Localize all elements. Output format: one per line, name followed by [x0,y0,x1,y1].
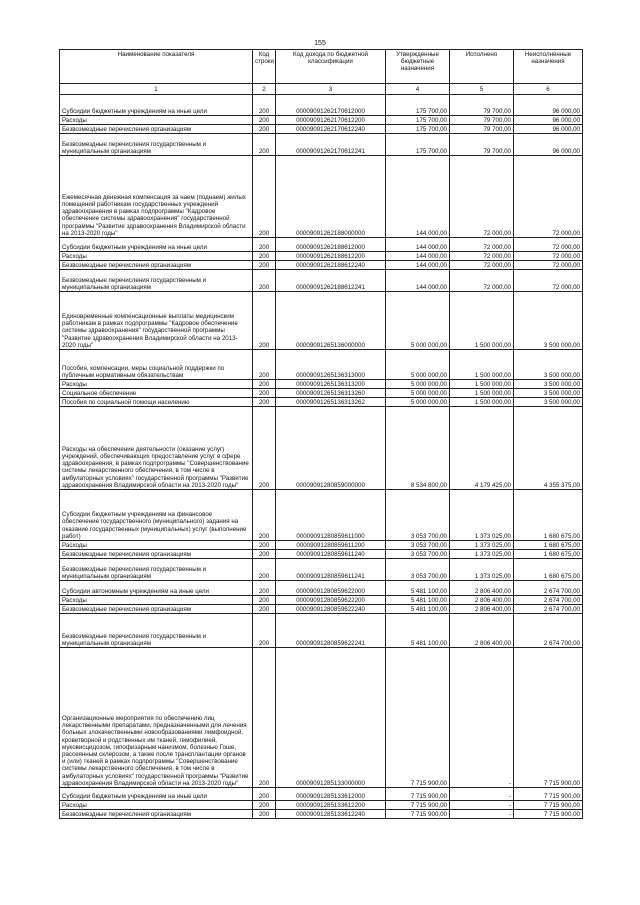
cell-unexecuted: 3 500 000,00 [514,350,583,380]
cell-kbk: 00009091280859622200 [276,596,386,605]
cell-unexecuted: 72 000,00 [514,156,583,238]
cell-approved: 3 053 700,00 [386,541,450,550]
cell-approved: 3 053 700,00 [386,490,450,541]
cell-unexecuted: 1 680 675,00 [514,490,583,541]
cell-unexecuted: 7 715 900,00 [514,648,583,788]
cell-unexecuted: 1 680 675,00 [514,541,583,550]
cell-executed: 79 700,00 [450,95,514,116]
cell-name: Расходы [60,380,253,389]
cell-kbk: 00009091262188612200 [276,252,386,261]
header-approved: Утвержденные бюджетные назначения [386,50,450,84]
cell-name: Расходы [60,116,253,125]
table-row [60,550,583,559]
table-row [60,398,583,407]
column-number-row [60,84,583,95]
cell-approved: 7 715 900,00 [386,788,450,801]
table-row [60,270,583,292]
cell-code: 200 [253,490,276,541]
table-row [60,350,583,380]
table-row [60,614,583,648]
table-row [60,605,583,614]
cell-code: 200 [253,788,276,801]
cell-kbk: 00009091262170612200 [276,116,386,125]
cell-code: 200 [253,252,276,261]
cell-name: Безвозмездные перечисления государственным и муниципальным организациям [60,134,253,156]
cell-executed: 1 373 025,00 [450,550,514,559]
cell-unexecuted: 3 500 000,00 [514,380,583,389]
cell-code: 200 [253,648,276,788]
cell-unexecuted: 96 000,00 [514,125,583,134]
column-number: 4 [386,84,450,95]
cell-executed: 1 500 000,00 [450,350,514,380]
cell-name: Безвозмездные перечисления государственным и муниципальным организациям [60,614,253,648]
cell-executed: 72 000,00 [450,252,514,261]
cell-name: Безвозмездные перечисления организациям [60,605,253,614]
cell-kbk: 00009091262188612240 [276,261,386,270]
cell-name: Субсидии бюджетным учреждениям на иные цели [60,788,253,801]
cell-approved: 5 000 000,00 [386,389,450,398]
cell-unexecuted: 3 500 000,00 [514,389,583,398]
cell-code: 200 [253,238,276,252]
cell-executed: 1 373 025,00 [450,541,514,550]
cell-executed: 72 000,00 [450,270,514,292]
cell-code: 200 [253,380,276,389]
cell-kbk: 00009091285133612240 [276,810,386,819]
column-number: 2 [253,84,276,95]
table-row [60,261,583,270]
cell-approved: 5 481 100,00 [386,605,450,614]
cell-approved: 3 053 700,00 [386,559,450,581]
table-row [60,292,583,350]
cell-approved: 7 715 900,00 [386,810,450,819]
cell-approved: 144 000,00 [386,261,450,270]
table-row [60,389,583,398]
cell-kbk: 00009091280859611200 [276,541,386,550]
cell-code: 200 [253,116,276,125]
cell-kbk: 00009091265136000000 [276,292,386,350]
table-row [60,252,583,261]
cell-unexecuted: 7 715 900,00 [514,801,583,810]
page-number: 155 [314,40,326,47]
cell-executed: - [450,801,514,810]
cell-approved: 175 700,00 [386,95,450,116]
cell-code: 200 [253,95,276,116]
cell-name: Безвозмездные перечисления государственным и муниципальным организациям [60,270,253,292]
cell-name: Безвозмездные перечисления организациям [60,550,253,559]
cell-kbk: 00009091280859622000 [276,581,386,596]
table-row [60,95,583,116]
cell-executed: 1 373 025,00 [450,559,514,581]
table-row [60,596,583,605]
cell-approved: 5 000 000,00 [386,350,450,380]
table-row [60,407,583,490]
cell-code: 200 [253,389,276,398]
cell-name: Безвозмездные перечисления государственным и муниципальным организациям [60,559,253,581]
cell-approved: 7 715 900,00 [386,801,450,810]
cell-approved: 175 700,00 [386,134,450,156]
cell-kbk: 00009091262170612000 [276,95,386,116]
cell-unexecuted: 3 500 000,00 [514,398,583,407]
cell-kbk: 00009091265136313260 [276,389,386,398]
table-row [60,380,583,389]
cell-unexecuted: 2 674 700,00 [514,614,583,648]
cell-name: Пособия, компенсации, меры социальной поддержки по публичным нормативным обязательствам [60,350,253,380]
cell-unexecuted: 3 500 000,00 [514,292,583,350]
header-name: Наименование показателя [60,50,253,84]
cell-executed: 1 500 000,00 [450,380,514,389]
cell-unexecuted: 96 000,00 [514,95,583,116]
cell-code: 200 [253,398,276,407]
cell-code: 200 [253,261,276,270]
cell-executed: 79 700,00 [450,116,514,125]
cell-executed: 72 000,00 [450,156,514,238]
cell-name: Расходы [60,541,253,550]
cell-approved: 175 700,00 [386,125,450,134]
table-row [60,490,583,541]
cell-executed: 1 500 000,00 [450,292,514,350]
cell-kbk: 00009091280859622240 [276,605,386,614]
cell-executed: 1 500 000,00 [450,389,514,398]
cell-kbk: 00009091265136313200 [276,380,386,389]
cell-executed: 2 806 400,00 [450,581,514,596]
cell-unexecuted: 2 674 700,00 [514,605,583,614]
cell-approved: 3 053 700,00 [386,550,450,559]
cell-name: Безвозмездные перечисления организациям [60,125,253,134]
header-unexecuted: Неисполненные назначения [514,50,583,84]
cell-kbk: 00009091280859611000 [276,490,386,541]
budget-execution-table [59,49,583,819]
cell-name: Единовременные компенсационные выплаты медицинским работникам в рамках подпрограммы "Кадровое обеспечение системы здравоохранения" государственной программы "Развитие здравоохранения Владимирской области на 2013-2020 годы" [60,292,253,350]
cell-kbk: 00009091265136313262 [276,398,386,407]
cell-unexecuted: 72 000,00 [514,238,583,252]
cell-unexecuted: 7 715 900,00 [514,810,583,819]
cell-code: 200 [253,292,276,350]
cell-unexecuted: 96 000,00 [514,116,583,125]
cell-name: Расходы на обеспечение деятельности (оказание услуг) учреждений, обеспечивающих предоставление услуг в сфере здравоохранения, в рамках подпрограммы "Совершенствование системы лекарственного обеспечения, в том числе в амбулаторных условиях" государственной программы "Развитие здравоохранения Владимирской области на 2013-2020 годы" [60,407,253,490]
table-row [60,788,583,801]
table-row [60,801,583,810]
table-row [60,156,583,238]
cell-kbk: 00009091285133000000 [276,648,386,788]
cell-kbk: 00009091280859611240 [276,550,386,559]
cell-kbk: 00009091262188612000 [276,238,386,252]
cell-name: Субсидии автономным учреждениям на иные цели [60,581,253,596]
cell-kbk: 00009091285133612200 [276,801,386,810]
cell-unexecuted: 96 000,00 [514,134,583,156]
table-row [60,116,583,125]
table-row [60,125,583,134]
cell-kbk: 00009091262170612241 [276,134,386,156]
table-row [60,541,583,550]
cell-unexecuted: 7 715 900,00 [514,788,583,801]
cell-approved: 175 700,00 [386,116,450,125]
header-income-code: Код дохода по бюджетной классификации [276,50,386,84]
cell-approved: 144 000,00 [386,238,450,252]
cell-approved: 5 000 000,00 [386,292,450,350]
cell-code: 200 [253,125,276,134]
cell-kbk: 00009091265136313000 [276,350,386,380]
column-number: 6 [514,84,583,95]
cell-name: Социальное обеспечение [60,389,253,398]
cell-unexecuted: 72 000,00 [514,261,583,270]
header-code: Код строки [253,50,276,84]
table-row [60,134,583,156]
cell-name: Ежемесячная денежная компенсация за наем (поднаем) жилых помещений работникам государственных учреждений здравоохранения в рамках подпрограммы "Кадровое обеспечение системы здравоохранения" государственной программы "Развитие здравоохранения Владимирской области на 2013-2020 годы" [60,156,253,238]
cell-code: 200 [253,596,276,605]
cell-executed: - [450,648,514,788]
cell-executed: 72 000,00 [450,261,514,270]
cell-approved: 8 534 800,00 [386,407,450,490]
cell-unexecuted: 4 355 375,00 [514,407,583,490]
cell-code: 200 [253,581,276,596]
column-number: 1 [60,84,253,95]
cell-unexecuted: 1 680 675,00 [514,550,583,559]
cell-code: 200 [253,614,276,648]
cell-kbk: 00009091280859622241 [276,614,386,648]
cell-kbk: 00009091285133612000 [276,788,386,801]
table-row [60,648,583,788]
cell-approved: 144 000,00 [386,156,450,238]
cell-executed: 4 179 425,00 [450,407,514,490]
cell-kbk: 00009091262188000000 [276,156,386,238]
cell-approved: 5 481 100,00 [386,596,450,605]
cell-name: Безвозмездные перечисления организациям [60,810,253,819]
table-row [60,238,583,252]
cell-approved: 144 000,00 [386,270,450,292]
cell-approved: 5 000 000,00 [386,398,450,407]
cell-code: 200 [253,810,276,819]
cell-approved: 5 000 000,00 [386,380,450,389]
cell-code: 200 [253,550,276,559]
cell-kbk: 00009091262170612240 [276,125,386,134]
cell-name: Субсидии бюджетным учреждениям на иные цели [60,95,253,116]
table-row [60,559,583,581]
cell-code: 200 [253,801,276,810]
cell-kbk: 00009091262188612241 [276,270,386,292]
header-row [60,50,583,84]
cell-unexecuted: 72 000,00 [514,252,583,261]
cell-name: Расходы [60,252,253,261]
cell-kbk: 00009091280859611241 [276,559,386,581]
cell-approved: 144 000,00 [386,252,450,261]
cell-executed: 2 806 400,00 [450,614,514,648]
cell-executed: 79 700,00 [450,134,514,156]
table-row [60,810,583,819]
cell-code: 200 [253,605,276,614]
cell-name: Пособия по социальной помощи населению [60,398,253,407]
cell-approved: 5 481 100,00 [386,581,450,596]
cell-executed: 72 000,00 [450,238,514,252]
cell-name: Субсидии бюджетным учреждениям на иные цели [60,238,253,252]
cell-code: 200 [253,270,276,292]
cell-unexecuted: 72 000,00 [514,270,583,292]
cell-kbk: 00009091280859000000 [276,407,386,490]
cell-code: 200 [253,134,276,156]
cell-name: Безвозмездные перечисления организациям [60,261,253,270]
cell-code: 200 [253,407,276,490]
table-row [60,581,583,596]
header-executed: Исполнено [450,50,514,84]
cell-code: 200 [253,559,276,581]
cell-name: Расходы [60,596,253,605]
cell-executed: 79 700,00 [450,125,514,134]
cell-executed: - [450,810,514,819]
cell-approved: 7 715 900,00 [386,648,450,788]
cell-unexecuted: 1 680 675,00 [514,559,583,581]
cell-name: Организационные мероприятия по обеспечению лиц лекарственными препаратами, предназначенными для лечения больных злокачественными новообразованиями лимфоидной, кроветворной и родственных им тканей, гемофилией, муковисцидозом, гипофизарным нанизмом, болезнью Гоше, рассеянным склерозом, а также после трансплантации органов и (или) тканей в рамках подпрограммы "Совершенствование системы лекарственного обеспечения, в том числе в амбулаторных условиях" государственной программы "Развитие здравоохранения Владимирской области на 2013-2020 годы" [60,648,253,788]
cell-unexecuted: 2 674 700,00 [514,596,583,605]
cell-approved: 5 481 100,00 [386,614,450,648]
column-number: 5 [450,84,514,95]
cell-executed: 1 500 000,00 [450,398,514,407]
cell-code: 200 [253,350,276,380]
column-number: 3 [276,84,386,95]
cell-code: 200 [253,541,276,550]
cell-name: Расходы [60,801,253,810]
cell-executed: - [450,788,514,801]
cell-name: Субсидии бюджетным учреждениям на финансовое обеспечение государственного (муниципального) задания на оказание государственных (муниципальных) услуг (выполнение работ) [60,490,253,541]
cell-executed: 2 806 400,00 [450,605,514,614]
cell-unexecuted: 2 674 700,00 [514,581,583,596]
cell-executed: 2 806 400,00 [450,596,514,605]
cell-executed: 1 373 025,00 [450,490,514,541]
cell-code: 200 [253,156,276,238]
